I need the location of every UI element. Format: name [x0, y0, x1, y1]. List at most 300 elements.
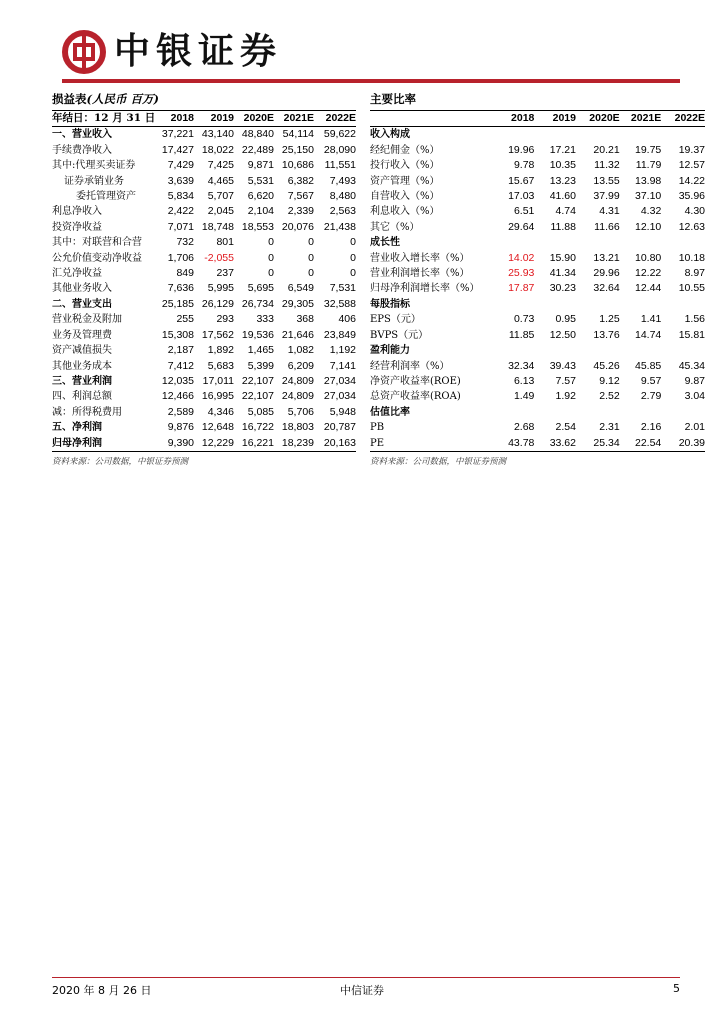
income-row-label: 资产减值损失: [52, 345, 112, 357]
ratios-cell: 35.96: [678, 190, 705, 203]
ratios-category-label: 每股指标: [370, 298, 410, 310]
income-year-header: 2018: [170, 112, 194, 124]
ratios-empty-cell: [661, 235, 705, 250]
income-row-label: 一、营业收入: [52, 129, 112, 141]
income-row: [52, 343, 356, 358]
income-cell: 54,114: [282, 128, 314, 141]
ratios-row: [370, 143, 705, 158]
income-cell: 5,531: [247, 174, 274, 187]
income-row: [52, 374, 356, 389]
income-cell: 7,429: [167, 159, 194, 172]
income-cell: 22,489: [241, 143, 274, 156]
income-cell: 22,107: [241, 390, 274, 403]
income-cell: 7,567: [287, 190, 314, 203]
income-cell: 12,229: [201, 436, 234, 449]
ratios-row-label: 营业利润增长率（%）: [370, 268, 470, 280]
income-row-label: 投资净收益: [52, 221, 102, 233]
ratios-empty-cell: [495, 127, 535, 143]
ratios-category-label: 收入构成: [370, 129, 410, 141]
income-cell: 17,427: [161, 143, 194, 156]
income-row-label: 汇兑净收益: [52, 268, 102, 280]
income-row: [52, 220, 356, 235]
income-cell: 0: [268, 236, 274, 249]
page-number: 5: [673, 982, 680, 995]
ratios-cell: 10.18: [678, 251, 705, 264]
ratios-cell: 11.88: [550, 220, 576, 233]
income-cell: 12,466: [161, 390, 194, 403]
income-cell: 0: [308, 236, 314, 249]
ratios-cell: 15.81: [678, 328, 705, 341]
ratios-cell: 12.57: [678, 159, 705, 172]
ratios-section: [370, 90, 705, 467]
ratios-cell: 1.25: [599, 313, 620, 326]
footer-divider: [52, 977, 680, 978]
income-cell: 6,549: [287, 282, 314, 295]
ratios-row: [370, 220, 705, 235]
ratios-row: [370, 158, 705, 173]
ratios-category-row: [370, 297, 705, 312]
income-cell: 17,011: [202, 374, 234, 387]
income-year-header: 2020E: [243, 112, 274, 124]
ratios-empty-cell: [620, 235, 662, 250]
ratios-cell: 4.30: [684, 205, 705, 218]
ratios-row: [370, 374, 705, 389]
income-cell: 1,706: [167, 251, 194, 264]
income-cell: 21,646: [281, 328, 314, 341]
income-row: [52, 420, 356, 435]
income-row: [52, 204, 356, 219]
ratios-category-row: [370, 405, 705, 420]
income-cell: 6,620: [247, 190, 274, 203]
ratios-cell: 32.64: [593, 282, 620, 295]
ratios-cell: 14.74: [635, 328, 662, 341]
ratios-cell: 6.13: [513, 374, 535, 387]
ratios-empty-cell: [495, 235, 535, 250]
income-cell: 19,536: [241, 328, 274, 341]
income-cell: 37,221: [161, 128, 194, 141]
income-cell: 5,707: [207, 190, 234, 203]
income-row-label: 业务及管理费: [52, 329, 112, 341]
income-row-label: 其中：对联营和合营: [52, 237, 142, 249]
ratios-title: 主要比率: [370, 90, 705, 111]
ratios-cell: 8.97: [684, 267, 705, 280]
ratios-cell: 45.26: [593, 359, 620, 372]
income-cell: 26,734: [241, 297, 274, 310]
income-cell: 1,892: [207, 344, 234, 357]
ratios-cell: 11.85: [508, 328, 535, 341]
ratios-cell: 33.62: [549, 436, 576, 449]
income-cell: 2,422: [167, 205, 194, 218]
income-cell: 5,683: [207, 359, 234, 372]
ratios-cell: 7.57: [555, 374, 576, 387]
ratios-cell: 9.12: [599, 374, 620, 387]
income-row-label: 手续费净收入: [52, 144, 112, 156]
ratios-cell: 17.21: [549, 143, 576, 156]
income-cell: 16,722: [241, 421, 274, 434]
income-cell: 28,090: [323, 143, 356, 156]
income-row: [52, 127, 356, 143]
bank-of-china-logo-icon: [62, 30, 106, 74]
ratios-row: [370, 281, 705, 296]
income-cell: 8,480: [329, 190, 356, 203]
income-cell: 293: [216, 313, 234, 326]
income-cell: 0: [308, 251, 314, 264]
ratios-empty-cell: [534, 405, 576, 420]
income-row: [52, 174, 356, 189]
ratios-cell: 2.01: [684, 421, 705, 434]
ratios-year-header: 2021E: [630, 112, 662, 124]
ratios-cell: 9.78: [513, 159, 535, 172]
income-cell: 3,639: [167, 174, 194, 187]
income-cell: 5,706: [287, 405, 314, 418]
income-cell: 0: [268, 267, 274, 280]
income-cell: 406: [338, 313, 356, 326]
income-row: [52, 297, 356, 312]
ratios-row-label: 归母净利润增长率（%）: [370, 283, 480, 295]
income-row-label: 减：所得税费用: [52, 406, 122, 418]
income-row-label: 归母净利润: [52, 437, 102, 449]
ratios-empty-cell: [534, 127, 576, 143]
income-cell: 7,141: [329, 359, 356, 372]
ratios-row: [370, 389, 705, 404]
ratios-year-header: 2018: [511, 112, 535, 124]
ratios-cell: 17.87: [508, 282, 535, 295]
ratios-cell: 1.41: [640, 313, 662, 326]
income-cell: 5,834: [167, 190, 194, 203]
ratios-cell: 0.73: [513, 313, 535, 326]
income-cell: 16,221: [241, 436, 274, 449]
income-row: [52, 405, 356, 420]
ratios-cell: 20.39: [678, 436, 705, 449]
income-cell: 25,150: [281, 143, 314, 156]
income-row-label: 三、营业利润: [52, 375, 112, 387]
income-cell: 59,622: [323, 128, 356, 141]
income-cell: 7,493: [329, 174, 356, 187]
ratios-row: [370, 266, 705, 281]
income-cell: 16,995: [201, 390, 234, 403]
ratios-row: [370, 328, 705, 343]
income-cell: 7,425: [207, 159, 234, 172]
income-cell: 7,412: [167, 359, 194, 372]
ratios-empty-cell: [661, 343, 705, 358]
ratios-row: [370, 359, 705, 374]
income-cell: 2,104: [247, 205, 274, 218]
income-year-header: 2021E: [283, 112, 314, 124]
ratios-row: [370, 251, 705, 266]
income-cell: 2,045: [207, 205, 234, 218]
income-row: [52, 389, 356, 404]
ratios-cell: 30.23: [549, 282, 576, 295]
income-row-label: 其他业务收入: [52, 283, 112, 295]
income-cell: 18,239: [281, 436, 314, 449]
ratios-empty-cell: [620, 297, 662, 312]
income-cell: 12,648: [201, 421, 234, 434]
ratios-row: [370, 436, 705, 452]
footer-date: 2020 年 8 月 26 日: [52, 984, 152, 997]
ratios-empty-cell: [495, 405, 535, 420]
income-cell: 9,390: [167, 436, 194, 449]
income-cell: 0: [268, 251, 274, 264]
income-cell: 1,082: [287, 344, 314, 357]
ratios-cell: 37.99: [593, 190, 620, 203]
ratios-row-label: 营业收入增长率（%）: [370, 252, 470, 264]
income-row: [52, 189, 356, 204]
ratios-cell: 1.56: [684, 313, 705, 326]
income-cell: 24,809: [281, 390, 314, 403]
ratios-cell: 12.10: [635, 220, 662, 233]
income-cell: 9,876: [167, 421, 194, 434]
ratios-cell: 2.52: [599, 390, 620, 403]
income-cell: 2,187: [167, 344, 194, 357]
ratios-cell: 6.51: [513, 205, 535, 218]
ratios-cell: 14.22: [678, 174, 705, 187]
income-cell: 4,465: [207, 174, 234, 187]
income-cell: 255: [176, 313, 194, 326]
ratios-empty-cell: [661, 127, 705, 143]
ratios-cell: 1.92: [555, 390, 576, 403]
income-cell: 7,531: [329, 282, 356, 295]
income-cell: 801: [216, 236, 234, 249]
ratios-empty-cell: [534, 235, 576, 250]
income-cell: 732: [176, 236, 194, 249]
ratios-category-label: 成长性: [370, 237, 400, 249]
income-row: [52, 158, 356, 173]
ratios-empty-cell: [661, 405, 705, 420]
income-cell: 17,562: [201, 328, 234, 341]
income-row: [52, 436, 356, 452]
income-row-label: 营业税金及附加: [52, 314, 122, 326]
income-cell: 25,185: [161, 297, 194, 310]
ratios-header-row: [370, 111, 705, 127]
ratios-row: [370, 420, 705, 435]
income-cell: 29,305: [281, 297, 314, 310]
income-row-label: 四、利润总额: [52, 391, 112, 403]
income-year-header: 2019: [210, 112, 234, 124]
income-row-label: 二、营业支出: [52, 298, 112, 310]
income-row-label: 五、净利润: [52, 422, 102, 434]
ratios-cell: 12.63: [678, 220, 705, 233]
page-header: [62, 28, 682, 78]
income-row: [52, 328, 356, 343]
income-cell: 5,399: [247, 359, 274, 372]
income-cell: 21,438: [323, 220, 356, 233]
income-cell: 27,034: [323, 374, 356, 387]
ratios-row-label: PE: [370, 437, 385, 449]
income-cell: 0: [308, 267, 314, 280]
ratios-row-label: BVPS（元）: [370, 329, 429, 341]
income-cell: 43,140: [201, 128, 234, 141]
ratios-category-label: 估值比率: [370, 406, 410, 418]
ratios-row-label: 资产管理（%）: [370, 175, 440, 187]
income-cell: 20,076: [281, 220, 314, 233]
income-statement-title: [52, 90, 356, 111]
income-cell: 24,809: [281, 374, 314, 387]
income-cell: 237: [216, 267, 234, 280]
income-row-label: 其他业务成本: [52, 360, 112, 372]
ratios-row-label: 经营利润率（%）: [370, 360, 450, 372]
ratios-row: [370, 174, 705, 189]
ratios-cell: 11.32: [594, 159, 620, 172]
ratios-header-label: [370, 111, 495, 127]
ratios-cell: 45.34: [678, 359, 705, 372]
income-table: [52, 111, 356, 452]
ratios-year-header: 2020E: [589, 112, 620, 124]
income-row-label: 其中:代理买卖证券: [52, 160, 136, 172]
ratios-empty-cell: [576, 405, 620, 420]
income-unit-text: (人民币 百万): [86, 92, 159, 106]
ratios-row: [370, 312, 705, 327]
ratios-year-header: 2019: [552, 112, 576, 124]
ratios-row-label: 自营收入（%）: [370, 191, 440, 203]
ratios-cell: 4.32: [640, 205, 662, 218]
ratios-cell: 13.76: [593, 328, 620, 341]
ratios-cell: 12.22: [635, 267, 662, 280]
income-year-header: 2022E: [325, 112, 356, 124]
income-cell: 333: [256, 313, 274, 326]
income-cell: 368: [296, 313, 314, 326]
ratios-row-label: PB: [370, 422, 385, 434]
income-cell: -2,055: [204, 251, 234, 264]
ratios-cell: 1.49: [513, 390, 535, 403]
income-cell: 5,995: [207, 282, 234, 295]
ratios-row: [370, 189, 705, 204]
header-divider: [62, 79, 680, 83]
income-cell: 20,787: [323, 421, 356, 434]
ratios-source-note: 资料来源：公司数据，中银证券预测: [370, 456, 507, 467]
ratios-empty-cell: [576, 127, 620, 143]
ratios-row-label: 利息收入（%）: [370, 206, 440, 218]
income-row: [52, 235, 356, 250]
income-row: [52, 359, 356, 374]
ratios-cell: 25.34: [593, 436, 620, 449]
ratios-cell: 9.87: [684, 374, 705, 387]
income-cell: 2,339: [287, 205, 314, 218]
ratios-cell: 29.64: [508, 220, 535, 233]
income-cell: 5,948: [329, 405, 356, 418]
income-cell: 12,035: [161, 374, 194, 387]
income-cell: 23,849: [323, 328, 356, 341]
income-cell: 1,465: [247, 344, 274, 357]
ratios-table: [370, 111, 705, 452]
income-cell: 9,871: [247, 159, 274, 172]
ratios-cell: 41.34: [549, 267, 576, 280]
ratios-cell: 43.78: [508, 436, 535, 449]
income-cell: 18,748: [201, 220, 234, 233]
brand-name: 中银证券: [114, 30, 283, 72]
ratios-cell: 39.43: [549, 359, 576, 372]
ratios-cell: 25.93: [508, 267, 535, 280]
ratios-cell: 11.79: [635, 159, 662, 172]
income-cell: 48,840: [241, 128, 274, 141]
income-cell: 0: [350, 251, 356, 264]
ratios-cell: 0.95: [555, 313, 576, 326]
ratios-cell: 11.66: [594, 220, 620, 233]
ratios-cell: 12.50: [549, 328, 576, 341]
ratios-category-row: [370, 127, 705, 143]
ratios-cell: 13.98: [635, 174, 662, 187]
ratios-cell: 17.03: [508, 190, 535, 203]
income-row-label: 证券承销业务: [64, 175, 124, 187]
ratios-cell: 15.90: [549, 251, 576, 264]
ratios-cell: 2.31: [599, 421, 620, 434]
ratios-empty-cell: [534, 343, 576, 358]
income-source-note: 资料来源：公司数据，中银证券预测: [52, 456, 189, 467]
income-cell: 0: [350, 236, 356, 249]
ratios-row-label: 其它（%）: [370, 221, 420, 233]
ratios-empty-cell: [576, 343, 620, 358]
footer-publisher: 中信证券: [340, 984, 384, 997]
ratios-cell: 15.67: [508, 174, 535, 187]
ratios-cell: 9.57: [640, 374, 662, 387]
income-row-label: 公允价值变动净收益: [52, 252, 142, 264]
ratios-cell: 14.02: [508, 251, 535, 264]
ratios-cell: 13.21: [593, 251, 620, 264]
ratios-cell: 3.04: [684, 390, 705, 403]
income-cell: 1,192: [329, 344, 356, 357]
ratios-cell: 32.34: [508, 359, 535, 372]
ratios-row-label: 净资产收益率(ROE): [370, 375, 461, 387]
ratios-cell: 22.54: [635, 436, 662, 449]
ratios-cell: 20.21: [593, 143, 620, 156]
income-row-label: 委托管理资产: [76, 191, 136, 203]
ratios-cell: 2.68: [513, 421, 535, 434]
income-cell: 26,129: [201, 297, 234, 310]
income-cell: 4,346: [207, 405, 234, 418]
income-row-label: 利息净收入: [52, 206, 102, 218]
ratios-cell: 13.23: [549, 174, 576, 187]
ratios-category-row: [370, 343, 705, 358]
income-cell: 7,636: [167, 282, 194, 295]
income-cell: 6,382: [287, 174, 314, 187]
income-header-label: 年结日：12 月 31 日: [52, 112, 156, 124]
income-cell: 20,163: [323, 436, 356, 449]
income-cell: 849: [176, 267, 194, 280]
ratios-cell: 4.31: [599, 205, 620, 218]
ratios-row: [370, 204, 705, 219]
income-cell: 27,034: [323, 390, 356, 403]
ratios-year-header: 2022E: [674, 112, 705, 124]
income-cell: 0: [350, 267, 356, 280]
ratios-empty-cell: [495, 297, 535, 312]
ratios-cell: 37.10: [635, 190, 662, 203]
income-cell: 2,563: [329, 205, 356, 218]
ratios-empty-cell: [495, 343, 535, 358]
income-cell: 18,553: [241, 220, 274, 233]
income-cell: 5,695: [247, 282, 274, 295]
ratios-empty-cell: [620, 343, 662, 358]
ratios-cell: 2.54: [555, 421, 576, 434]
ratios-cell: 12.44: [635, 282, 662, 295]
income-row: [52, 281, 356, 296]
ratios-row-label: 投行收入（%）: [370, 160, 440, 172]
ratios-cell: 29.96: [593, 267, 620, 280]
ratios-cell: 10.80: [635, 251, 662, 264]
income-cell: 15,308: [161, 328, 194, 341]
ratios-empty-cell: [620, 405, 662, 420]
ratios-cell: 19.75: [635, 143, 662, 156]
ratios-cell: 4.74: [555, 205, 576, 218]
income-statement-section: [52, 90, 356, 467]
income-cell: 7,071: [167, 220, 194, 233]
ratios-category-label: 盈利能力: [370, 345, 410, 357]
income-cell: 32,588: [323, 297, 356, 310]
ratios-cell: 2.79: [640, 390, 662, 403]
ratios-cell: 45.85: [635, 359, 662, 372]
income-row: [52, 266, 356, 281]
income-cell: 11,551: [324, 159, 356, 172]
ratios-category-row: [370, 235, 705, 250]
ratios-cell: 10.35: [549, 159, 576, 172]
